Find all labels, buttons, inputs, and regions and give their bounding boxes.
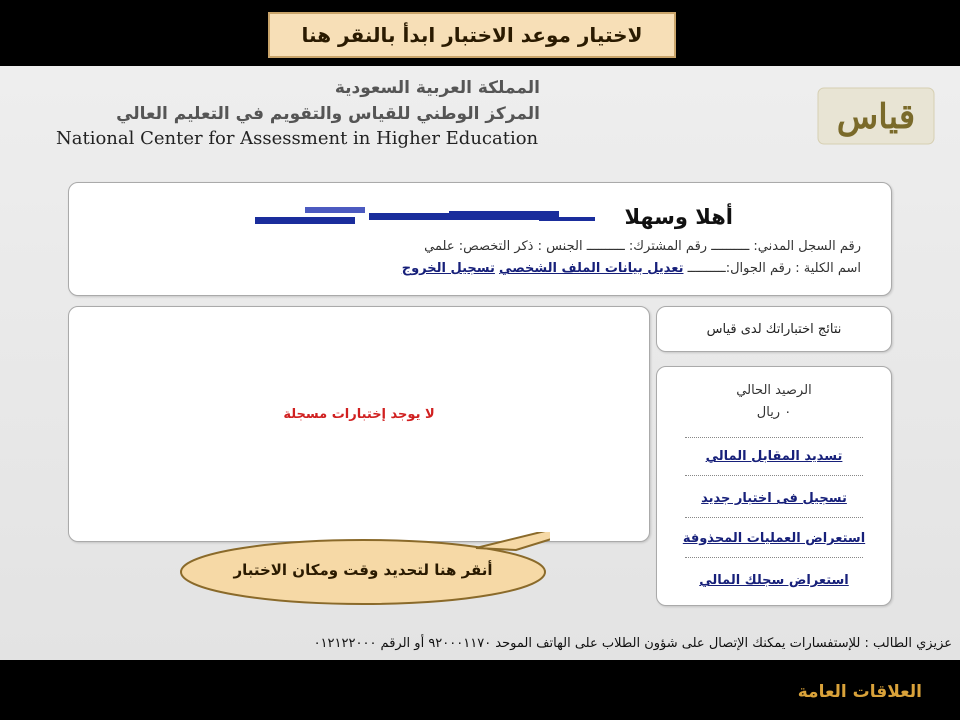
divider bbox=[685, 557, 863, 558]
register-new-test-link[interactable]: تسجيل فى اختبار جديد bbox=[701, 491, 847, 506]
test-results-box[interactable] bbox=[656, 306, 892, 352]
qiyas-logo-text: قياس bbox=[836, 97, 916, 137]
header-country: المملكة العربية السعودية bbox=[334, 78, 540, 98]
registered-tests-panel bbox=[68, 306, 650, 542]
pay-fees-link[interactable]: تسديد المقابل المالي bbox=[705, 449, 843, 464]
deleted-operations-link[interactable]: استعراض العمليات المحذوفة bbox=[682, 531, 866, 546]
top-banner-text: لاختيار موعد الاختبار ابدأ بالنقر هنا bbox=[301, 23, 643, 47]
top-banner bbox=[268, 12, 676, 58]
divider bbox=[685, 517, 863, 518]
public-relations-label: العلاقات العامة bbox=[797, 682, 922, 702]
balance-value: ٠ ريال bbox=[756, 405, 792, 420]
edit-profile-link[interactable]: تعديل بيانات الملف الشخصي bbox=[499, 261, 684, 276]
college-phone-label: اسم الكلية : رقم الجوال:ــــــــــ bbox=[687, 261, 861, 276]
welcome-panel bbox=[68, 182, 892, 296]
site-header bbox=[0, 66, 960, 166]
balance-panel bbox=[656, 366, 892, 606]
logout-link[interactable]: تسجيل الخروج bbox=[401, 261, 495, 276]
redacted-name-part bbox=[369, 213, 459, 220]
redacted-name-part bbox=[305, 207, 365, 213]
financial-record-link[interactable]: استعراض سجلك المالي bbox=[699, 573, 849, 588]
divider bbox=[685, 437, 863, 438]
redacted-name-part bbox=[539, 217, 595, 221]
test-results-link[interactable]: نتائج اختباراتك لدى قياس bbox=[706, 321, 842, 337]
qiyas-logo-graphic bbox=[816, 80, 936, 150]
header-center-english: National Center for Assessment in Higher Education bbox=[56, 128, 539, 149]
redacted-name-part bbox=[255, 217, 355, 224]
instruction-callout bbox=[176, 532, 550, 608]
welcome-greeting: أهلا وسهلا bbox=[624, 205, 733, 229]
callout-text: أنقر هنا لتحديد وقت ومكان الاختبار bbox=[233, 561, 493, 579]
no-tests-message: لا يوجد إختبارات مسجلة bbox=[283, 407, 435, 422]
student-contact-line bbox=[402, 261, 861, 276]
balance-title: الرصيد الحالي bbox=[736, 383, 812, 398]
student-id-line: رقم السجل المدني: ــــــــــ رقم المشترك: ــــــــــ الجنس : ذكر التخصص: علمي bbox=[424, 239, 861, 254]
header-center-arabic: المركز الوطني للقياس والتقويم في التعليم العالي bbox=[116, 104, 540, 124]
divider bbox=[685, 475, 863, 476]
qiyas-logo bbox=[816, 80, 936, 150]
footer-contact-text: عزيزي الطالب : للإستفسارات يمكنك الإتصال على شؤون الطلاب على الهاتف الموحد ٩٢٠٠٠١١٧٠ أو الرقم ٠١٢١٢٢٠٠٠ bbox=[313, 636, 952, 651]
